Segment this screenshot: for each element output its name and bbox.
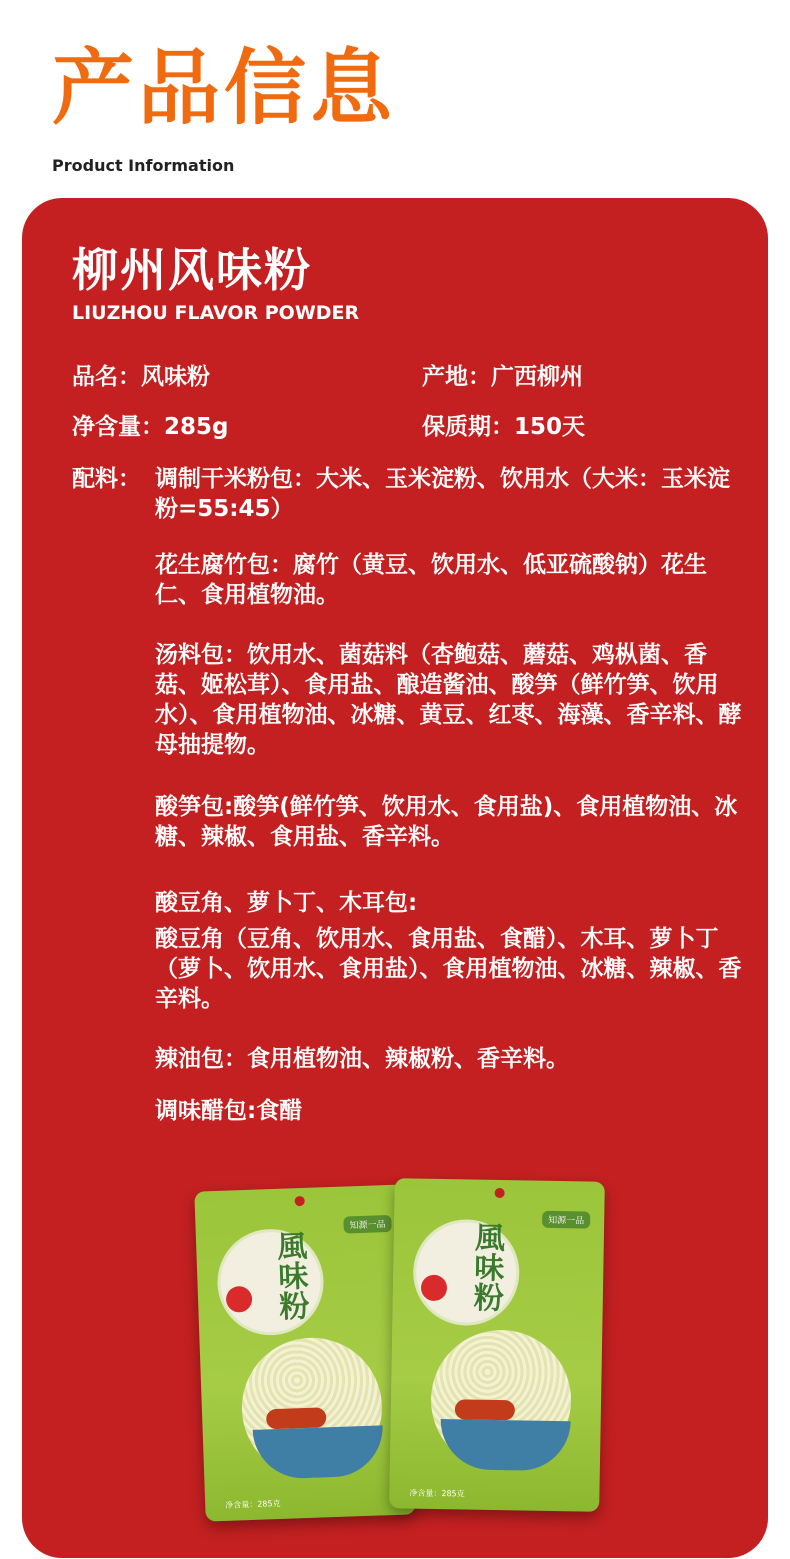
info-shelf-label: 保质期： [422,414,514,440]
chili-icon [266,1407,327,1429]
product-packages [192,1166,612,1546]
package-brand: 知源一品 [343,1215,392,1234]
package-brand: 知源一品 [542,1211,590,1229]
info-shelf [422,412,585,442]
product-card [22,198,768,1558]
info-origin-label: 产地： [422,364,491,390]
info-name-label: 品名： [72,364,141,390]
ingredient-block-vinegar: 调味醋包:食醋 [155,1098,303,1124]
package-logo: 風味粉 [467,1221,505,1313]
ingredient-block-tofu: 花生腐竹包：腐竹（黄豆、饮用水、低亚硫酸钠）花生仁、食用植物油。 [155,552,707,608]
info-net [72,412,228,442]
ingredient-block-rice: 调制干米粉包：大米、玉米淀粉、饮用水（大米：玉米淀粉=55:45） [155,466,730,522]
chili-icon [455,1399,515,1420]
info-origin-value: 广西柳州 [491,364,583,390]
info-name [72,362,210,392]
bowl-illustration [440,1419,571,1471]
page-title: 产品信息 [52,41,397,136]
info-shelf-value: 150天 [514,414,586,440]
hang-hole [295,1196,305,1206]
ingredient-block-chili-oil: 辣油包：食用植物油、辣椒粉、香辛料。 [155,1046,569,1072]
info-net-value: 285g [164,414,229,440]
bowl-illustration [253,1425,385,1480]
package-front [389,1178,605,1512]
package-net-print: 净含量：285克 [225,1498,281,1510]
info-origin [422,362,583,392]
page-subtitle: Product Information [52,156,235,175]
info-net-label: 净含量： [72,414,164,440]
ingredient-block-soup: 汤料包：饮用水、菌菇料（杏鲍菇、蘑菇、鸡枞菌、香菇、姬松茸）、食用盐、酿造酱油、酸笋（鲜竹笋、饮用水）、食用植物油、冰糖、黄豆、红枣、海藻、香辛料、酵母抽提物。 [155,642,742,758]
ingredient-block-bamboo: 酸笋包:酸笋(鲜竹笋、饮用水、食用盐)、食用植物油、冰糖、辣椒、食用盐、香辛料。 [155,794,738,850]
product-name-en: LIUZHOU FLAVOR POWDER [72,302,360,324]
hang-hole [495,1188,505,1198]
ingredient-block-beans-title: 酸豆角、萝卜丁、木耳包: [155,890,418,916]
package-logo: 風味粉 [270,1229,309,1322]
info-name-value: 风味粉 [141,364,210,390]
ingredients-label: 配料： [72,466,141,492]
ingredient-block-beans: 酸豆角（豆角、饮用水、食用盐、食醋）、木耳、萝卜丁（萝卜、饮用水、食用盐）、食用植物油、冰糖、辣椒、香辛料。 [155,926,742,1012]
package-net-print: 净含量：285克 [409,1488,465,1499]
package-back [194,1184,415,1521]
product-name: 柳州风味粉 [72,243,312,297]
